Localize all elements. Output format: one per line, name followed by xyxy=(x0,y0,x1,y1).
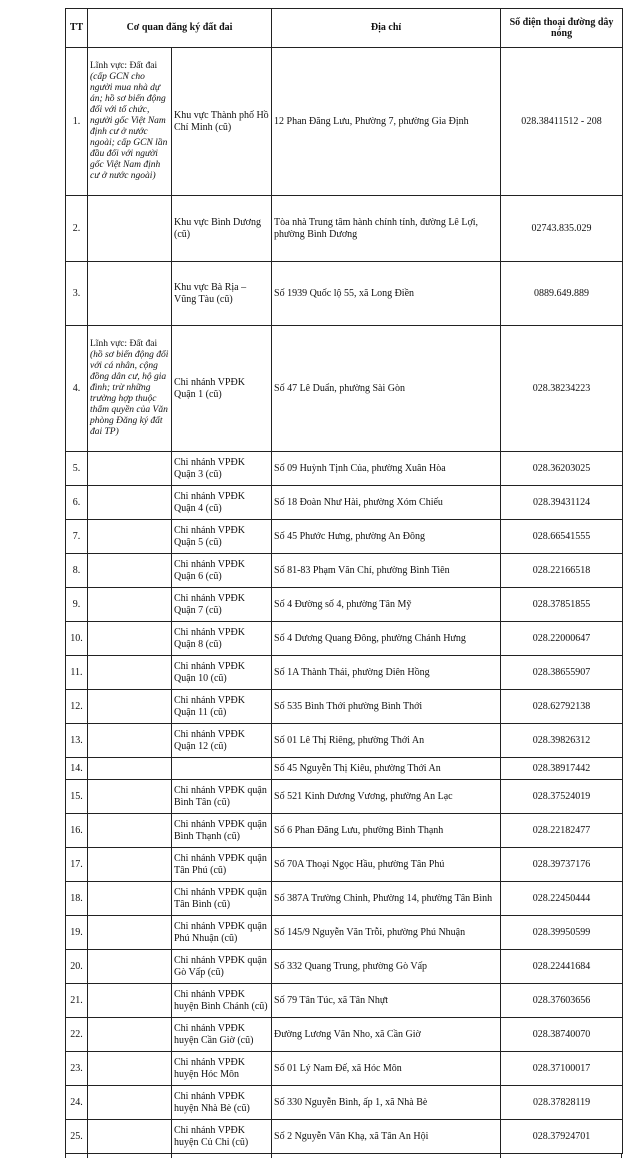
field-cell xyxy=(88,1018,172,1052)
table-row xyxy=(66,758,623,780)
hotline-cell: 028.62792138 xyxy=(501,690,623,724)
field-cell xyxy=(88,656,172,690)
address-cell: Số 4 Đường số 4, phường Tân Mỹ xyxy=(272,588,501,622)
field-cell xyxy=(88,520,172,554)
table-row xyxy=(66,882,623,916)
agency-cell: Chi nhánh VPĐK quận Gò Vấp (cũ) xyxy=(172,950,272,984)
table-row xyxy=(66,1052,623,1086)
hotline-cell: 028.37851855 xyxy=(501,588,623,622)
agency-cell: Chi nhánh VPĐK Quận 3 (cũ) xyxy=(172,452,272,486)
address-cell: Số 145/9 Nguyễn Văn Trỗi, phường Phú Nhuận xyxy=(272,916,501,950)
row-number: 3. xyxy=(66,262,88,326)
hotline-cell: 028.38234223 xyxy=(501,326,623,452)
agency-cell: Chi nhánh VPĐK quận Tân Phú (cũ) xyxy=(172,848,272,882)
agency-cell: Chi nhánh VPĐK quận Bình Tân (cũ) xyxy=(172,780,272,814)
address-cell: Tòa nhà Trung tâm hành chính tỉnh, đường Lê Lợi, phường Bình Dương xyxy=(272,196,501,262)
agency-cell: Chi nhánh VPĐK huyện Bình Chánh (cũ) xyxy=(172,984,272,1018)
row-number: 21. xyxy=(66,984,88,1018)
table-row xyxy=(66,48,623,196)
agency-cell: Chi nhánh VPĐK Quận 5 (cũ) xyxy=(172,520,272,554)
hotline-cell: 028.37524019 xyxy=(501,780,623,814)
table-header-row xyxy=(66,9,623,48)
agency-cell: Khu vực Bà Rịa – Vũng Tàu (cũ) xyxy=(172,262,272,326)
hotline-cell: 028.22166518 xyxy=(501,554,623,588)
address-cell: Số 01 Lý Nam Đế, xã Hóc Môn xyxy=(272,1052,501,1086)
address-cell: Số 330 Nguyễn Bình, ấp 1, xã Nhà Bè xyxy=(272,1086,501,1120)
agency-cell: Chi nhánh VPĐK Quận 1 (cũ) xyxy=(172,326,272,452)
row-number: 2. xyxy=(66,196,88,262)
field-cell xyxy=(88,1120,172,1154)
field-cell xyxy=(88,916,172,950)
address-cell: Số 387A Trường Chinh, Phường 14, phường Tân Bình xyxy=(272,882,501,916)
hotline-table xyxy=(65,8,623,1154)
field-cell xyxy=(88,486,172,520)
agency-cell: Chi nhánh VPĐK huyện Củ Chi (cũ) xyxy=(172,1120,272,1154)
address-cell: Số 535 Bình Thới phường Bình Thới xyxy=(272,690,501,724)
table-row xyxy=(66,848,623,882)
address-cell: Số 18 Đoàn Như Hài, phường Xóm Chiếu xyxy=(272,486,501,520)
row-number: 7. xyxy=(66,520,88,554)
field-cell xyxy=(88,882,172,916)
field-cell xyxy=(88,452,172,486)
agency-cell xyxy=(172,758,272,780)
agency-cell: Chi nhánh VPĐK Quận 12 (cũ) xyxy=(172,724,272,758)
hotline-cell: 028.22182477 xyxy=(501,814,623,848)
hotline-cell: 028.38740070 xyxy=(501,1018,623,1052)
address-cell: Số 70A Thoại Ngọc Hầu, phường Tân Phú xyxy=(272,848,501,882)
hotline-cell: 028.39737176 xyxy=(501,848,623,882)
row-number: 24. xyxy=(66,1086,88,1120)
row-number: 25. xyxy=(66,1120,88,1154)
hotline-cell: 028.66541555 xyxy=(501,520,623,554)
table-row xyxy=(66,656,623,690)
row-number: 5. xyxy=(66,452,88,486)
table-row xyxy=(66,452,623,486)
table-row xyxy=(66,950,623,984)
agency-cell: Khu vực Thành phố Hồ Chí Minh (cũ) xyxy=(172,48,272,196)
agency-cell: Chi nhánh VPĐK quận Tân Bình (cũ) xyxy=(172,882,272,916)
address-cell: Số 79 Tân Túc, xã Tân Nhựt xyxy=(272,984,501,1018)
agency-cell: Khu vực Bình Dương (cũ) xyxy=(172,196,272,262)
field-cell xyxy=(88,196,172,262)
row-number: 16. xyxy=(66,814,88,848)
hotline-cell: 028.37828119 xyxy=(501,1086,623,1120)
field-cell xyxy=(88,1052,172,1086)
agency-cell: Chi nhánh VPĐK Quận 6 (cũ) xyxy=(172,554,272,588)
hotline-cell: 0889.649.889 xyxy=(501,262,623,326)
field-cell xyxy=(88,48,172,196)
address-cell: Số 521 Kinh Dương Vương, phường An Lạc xyxy=(272,780,501,814)
field-cell xyxy=(88,780,172,814)
address-cell: Số 01 Lê Thị Riêng, phường Thới An xyxy=(272,724,501,758)
row-number: 13. xyxy=(66,724,88,758)
table-row xyxy=(66,814,623,848)
hotline-cell: 028.38917442 xyxy=(501,758,623,780)
field-cell xyxy=(88,724,172,758)
table-row xyxy=(66,1086,623,1120)
row-number: 15. xyxy=(66,780,88,814)
agency-cell: Chi nhánh VPĐK Quận 11 (cũ) xyxy=(172,690,272,724)
field-label: Lĩnh vực: Đất đai xyxy=(90,339,158,350)
hotline-cell: 028.36203025 xyxy=(501,452,623,486)
address-cell: Số 1A Thành Thái, phường Diên Hồng xyxy=(272,656,501,690)
row-number: 9. xyxy=(66,588,88,622)
table-row xyxy=(66,780,623,814)
header-phone: Số điện thoại đường dây nóng xyxy=(501,9,623,48)
row-number: 22. xyxy=(66,1018,88,1052)
row-number: 20. xyxy=(66,950,88,984)
row-number: 1. xyxy=(66,48,88,196)
agency-cell: Chi nhánh VPĐK Quận 10 (cũ) xyxy=(172,656,272,690)
row-number: 23. xyxy=(66,1052,88,1086)
row-number: 10. xyxy=(66,622,88,656)
table-row xyxy=(66,262,623,326)
table-row xyxy=(66,622,623,656)
field-cell xyxy=(88,814,172,848)
table-row xyxy=(66,196,623,262)
header-address: Địa chỉ xyxy=(272,9,501,48)
row-number: 8. xyxy=(66,554,88,588)
field-cell xyxy=(88,588,172,622)
agency-cell: Chi nhánh VPĐK huyện Nhà Bè (cũ) xyxy=(172,1086,272,1120)
header-tt: TT xyxy=(66,9,88,48)
table-row xyxy=(66,724,623,758)
hotline-cell: 028.38655907 xyxy=(501,656,623,690)
field-label: Lĩnh vực: Đất đai xyxy=(90,61,158,72)
agency-cell: Chi nhánh VPĐK quận Phú Nhuận (cũ) xyxy=(172,916,272,950)
field-cell xyxy=(88,690,172,724)
table-row xyxy=(66,916,623,950)
row-number: 6. xyxy=(66,486,88,520)
hotline-cell: 028.38411512 - 208 xyxy=(501,48,623,196)
hotline-cell: 028.37100017 xyxy=(501,1052,623,1086)
field-cell xyxy=(88,622,172,656)
field-cell xyxy=(88,950,172,984)
table-row xyxy=(66,554,623,588)
field-cell xyxy=(88,984,172,1018)
field-cell xyxy=(88,1086,172,1120)
row-number: 19. xyxy=(66,916,88,950)
row-number: 4. xyxy=(66,326,88,452)
hotline-cell: 02743.835.029 xyxy=(501,196,623,262)
field-detail: (hồ sơ biến động đối với cá nhân, cộng đồng dân cư, hộ gia đình; trừ những trường hợp thuộc thẩm quyền của Văn phòng Đăng ký đất đai TP) xyxy=(90,350,169,437)
row-number: 11. xyxy=(66,656,88,690)
address-cell: Số 09 Huỳnh Tịnh Của, phường Xuân Hòa xyxy=(272,452,501,486)
table-row xyxy=(66,984,623,1018)
agency-cell: Chi nhánh VPĐK Quận 7 (cũ) xyxy=(172,588,272,622)
hotline-cell: 028.39431124 xyxy=(501,486,623,520)
hotline-cell: 028.22000647 xyxy=(501,622,623,656)
hotline-cell: 028.22450444 xyxy=(501,882,623,916)
table-row xyxy=(66,486,623,520)
hotline-cell: 028.37924701 xyxy=(501,1120,623,1154)
table-row xyxy=(66,520,623,554)
field-cell xyxy=(88,848,172,882)
field-detail: (cấp GCN cho người mua nhà dự án; hồ sơ biến động đối với tổ chức, người gốc Việt Nam định cư ở nước ngoài; cấp GCN lần đầu đối với người gốc Việt Nam định cư ở nước ngoài) xyxy=(90,72,168,181)
address-cell: 12 Phan Đăng Lưu, Phường 7, phường Gia Định xyxy=(272,48,501,196)
row-number: 18. xyxy=(66,882,88,916)
agency-cell: Chi nhánh VPĐK huyện Cần Giờ (cũ) xyxy=(172,1018,272,1052)
header-agency: Cơ quan đăng ký đất đai xyxy=(88,9,272,48)
table-row xyxy=(66,1018,623,1052)
address-cell: Số 81-83 Phạm Văn Chí, phường Bình Tiên xyxy=(272,554,501,588)
field-cell xyxy=(88,262,172,326)
row-number: 17. xyxy=(66,848,88,882)
hotline-cell: 028.39826312 xyxy=(501,724,623,758)
address-cell: Số 4 Dương Quang Đông, phường Chánh Hưng xyxy=(272,622,501,656)
row-number: 12. xyxy=(66,690,88,724)
field-cell xyxy=(88,326,172,452)
table-row xyxy=(66,690,623,724)
table-row xyxy=(66,326,623,452)
address-cell: Số 45 Nguyễn Thị Kiêu, phường Thới An xyxy=(272,758,501,780)
agency-cell: Chi nhánh VPĐK Quận 4 (cũ) xyxy=(172,486,272,520)
field-cell xyxy=(88,554,172,588)
agency-cell: Chi nhánh VPĐK quận Bình Thạnh (cũ) xyxy=(172,814,272,848)
address-cell: Đường Lương Văn Nho, xã Cần Giờ xyxy=(272,1018,501,1052)
table-row xyxy=(66,588,623,622)
address-cell: Số 332 Quang Trung, phường Gò Vấp xyxy=(272,950,501,984)
agency-cell: Chi nhánh VPĐK huyện Hóc Môn xyxy=(172,1052,272,1086)
address-cell: Số 1939 Quốc lộ 55, xã Long Điền xyxy=(272,262,501,326)
address-cell: Số 47 Lê Duẩn, phường Sài Gòn xyxy=(272,326,501,452)
table-continuation xyxy=(65,1154,622,1158)
address-cell: Số 45 Phước Hưng, phường An Đông xyxy=(272,520,501,554)
hotline-cell: 028.22441684 xyxy=(501,950,623,984)
address-cell: Số 2 Nguyễn Văn Khạ, xã Tân An Hội xyxy=(272,1120,501,1154)
field-cell xyxy=(88,758,172,780)
agency-cell: Chi nhánh VPĐK Quận 8 (cũ) xyxy=(172,622,272,656)
row-number: 14. xyxy=(66,758,88,780)
table-row xyxy=(66,1120,623,1154)
hotline-cell: 028.39950599 xyxy=(501,916,623,950)
hotline-cell: 028.37603656 xyxy=(501,984,623,1018)
address-cell: Số 6 Phan Đăng Lưu, phường Bình Thạnh xyxy=(272,814,501,848)
